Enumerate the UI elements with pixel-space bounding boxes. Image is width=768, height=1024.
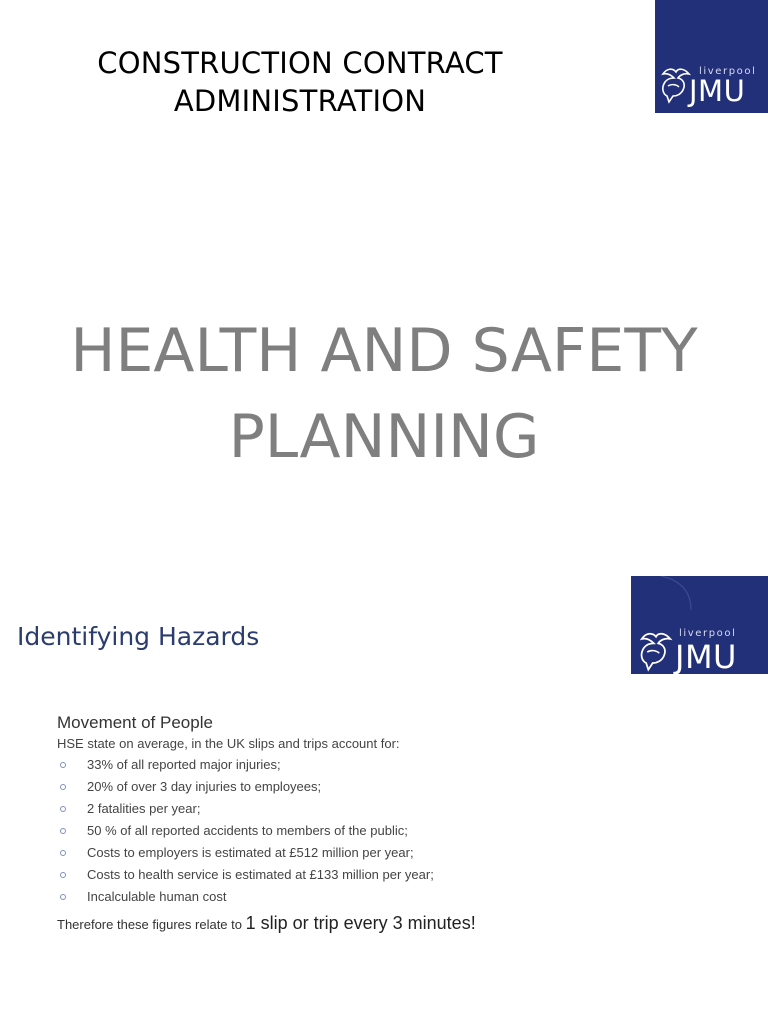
presentation-title	[0, 308, 768, 480]
logo-small-text: liverpool	[699, 66, 757, 77]
bullet-icon	[60, 806, 66, 812]
logo-big-text: JMU	[675, 638, 737, 676]
liver-bird-icon	[659, 64, 693, 106]
logo-small-text: liverpool	[679, 628, 737, 639]
bullet-text: 50 % of all reported accidents to members of the public;	[87, 823, 408, 838]
course-title-line-2: ADMINISTRATION	[173, 84, 427, 118]
bullet-icon	[60, 850, 66, 856]
bullet-text: Incalculable human cost	[87, 889, 227, 904]
slide-title: Identifying Hazards	[17, 622, 260, 651]
logo-big-text: JMU	[689, 74, 746, 108]
slide-content	[57, 712, 577, 938]
course-title-line-1: CONSTRUCTION CONTRACT	[97, 46, 503, 80]
bullet-text: 2 fatalities per year;	[87, 801, 201, 816]
bullet-icon	[60, 894, 66, 900]
bullet-item	[57, 886, 577, 908]
bullet-icon	[60, 828, 66, 834]
bullet-item	[57, 798, 577, 820]
bullet-item	[57, 842, 577, 864]
bullet-item	[57, 776, 577, 798]
ljmu-logo	[631, 576, 768, 674]
conclusion	[57, 910, 577, 938]
bullet-text: Costs to employers is estimated at £512 million per year;	[87, 845, 414, 860]
bullet-icon	[60, 872, 66, 878]
ljmu-logo	[655, 0, 768, 113]
bullet-text: 20% of over 3 day injuries to employees;	[87, 779, 322, 794]
liver-bird-icon	[637, 628, 675, 674]
presentation-title-line-2: PLANNING	[228, 402, 540, 472]
presentation-title-line-1: HEALTH AND SAFETY	[70, 316, 698, 386]
course-title	[40, 44, 560, 120]
intro-text: HSE state on average, in the UK slips and trips account for:	[57, 736, 400, 751]
bullet-text: 33% of all reported major injuries;	[87, 757, 281, 772]
bullet-list	[57, 754, 577, 908]
bullet-text: Costs to health service is estimated at £133 million per year;	[87, 867, 434, 882]
conclusion-prefix: Therefore these figures relate to	[57, 917, 246, 932]
bullet-item	[57, 864, 577, 886]
bullet-icon	[60, 762, 66, 768]
bullet-item	[57, 820, 577, 842]
bullet-item	[57, 754, 577, 776]
conclusion-emphasis: 1 slip or trip every 3 minutes!	[245, 913, 476, 933]
subheading: Movement of People	[57, 713, 213, 732]
bullet-icon	[60, 784, 66, 790]
